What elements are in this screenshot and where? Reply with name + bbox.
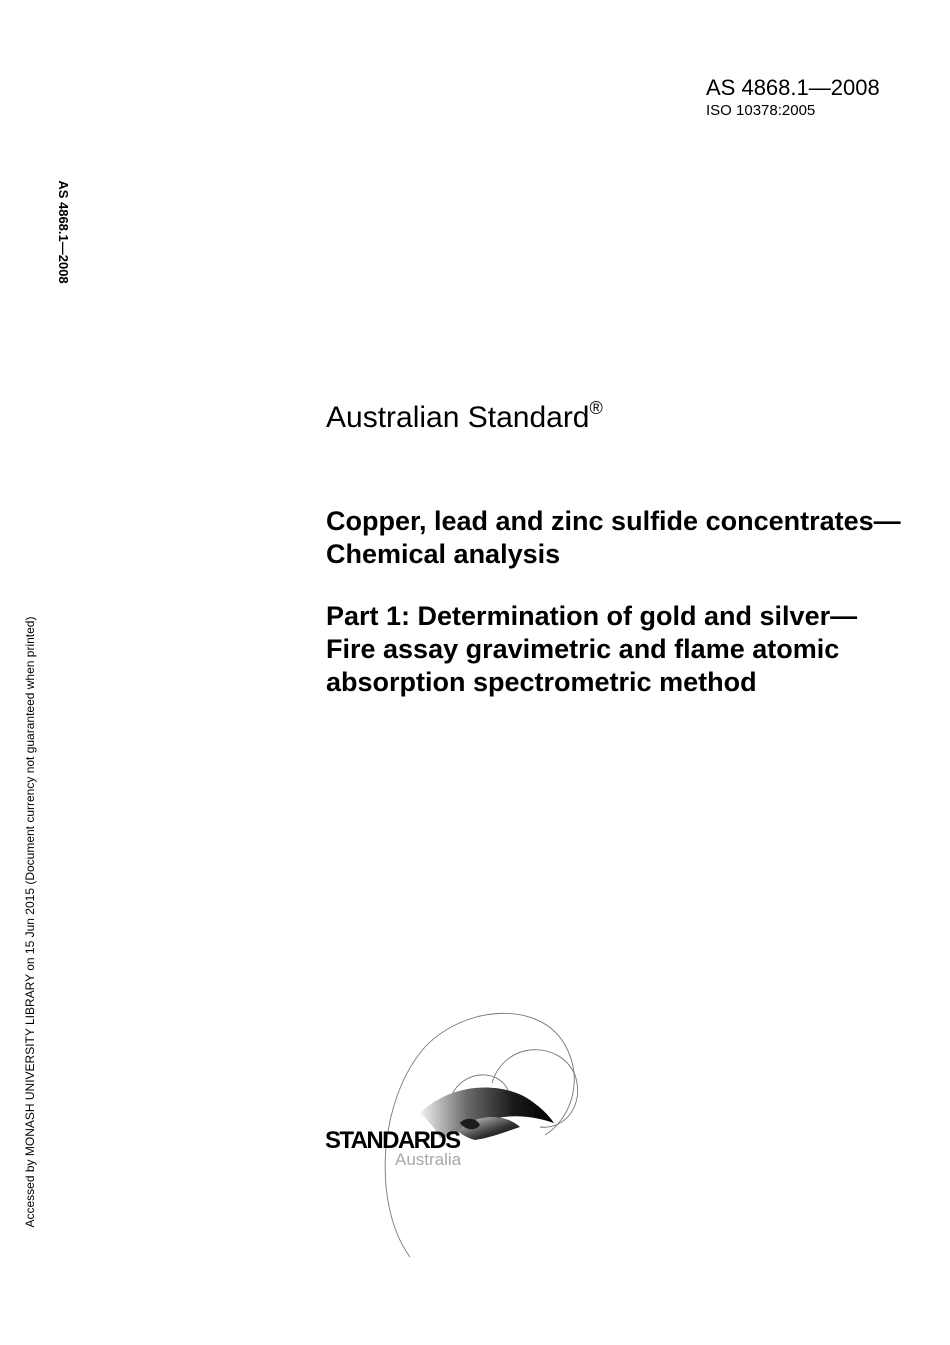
standard-number: AS 4868.1—2008 [706, 75, 880, 100]
access-note: Accessed by MONASH UNIVERSITY LIBRARY on 15 Jun 2015 (Document currency not guaranteed when printed) [23, 616, 37, 1228]
series-title [326, 398, 603, 438]
document-title: Copper, lead and zinc sulfide concentrates—Chemical analysis [326, 506, 901, 569]
series-title-text: Australian Standard [326, 401, 590, 434]
iso-number: ISO 10378:2005 [706, 102, 816, 119]
logo-wordmark: STANDARDS [325, 1127, 460, 1154]
spine-standard-code: AS 4868.1—2008 [56, 180, 71, 284]
logo-subtitle: Australia [395, 1150, 462, 1169]
part-title: Part 1: Determination of gold and silver—Fire assay gravimetric and flame atomic absorption spectrometric method [326, 601, 858, 697]
registered-mark: ® [589, 398, 603, 418]
